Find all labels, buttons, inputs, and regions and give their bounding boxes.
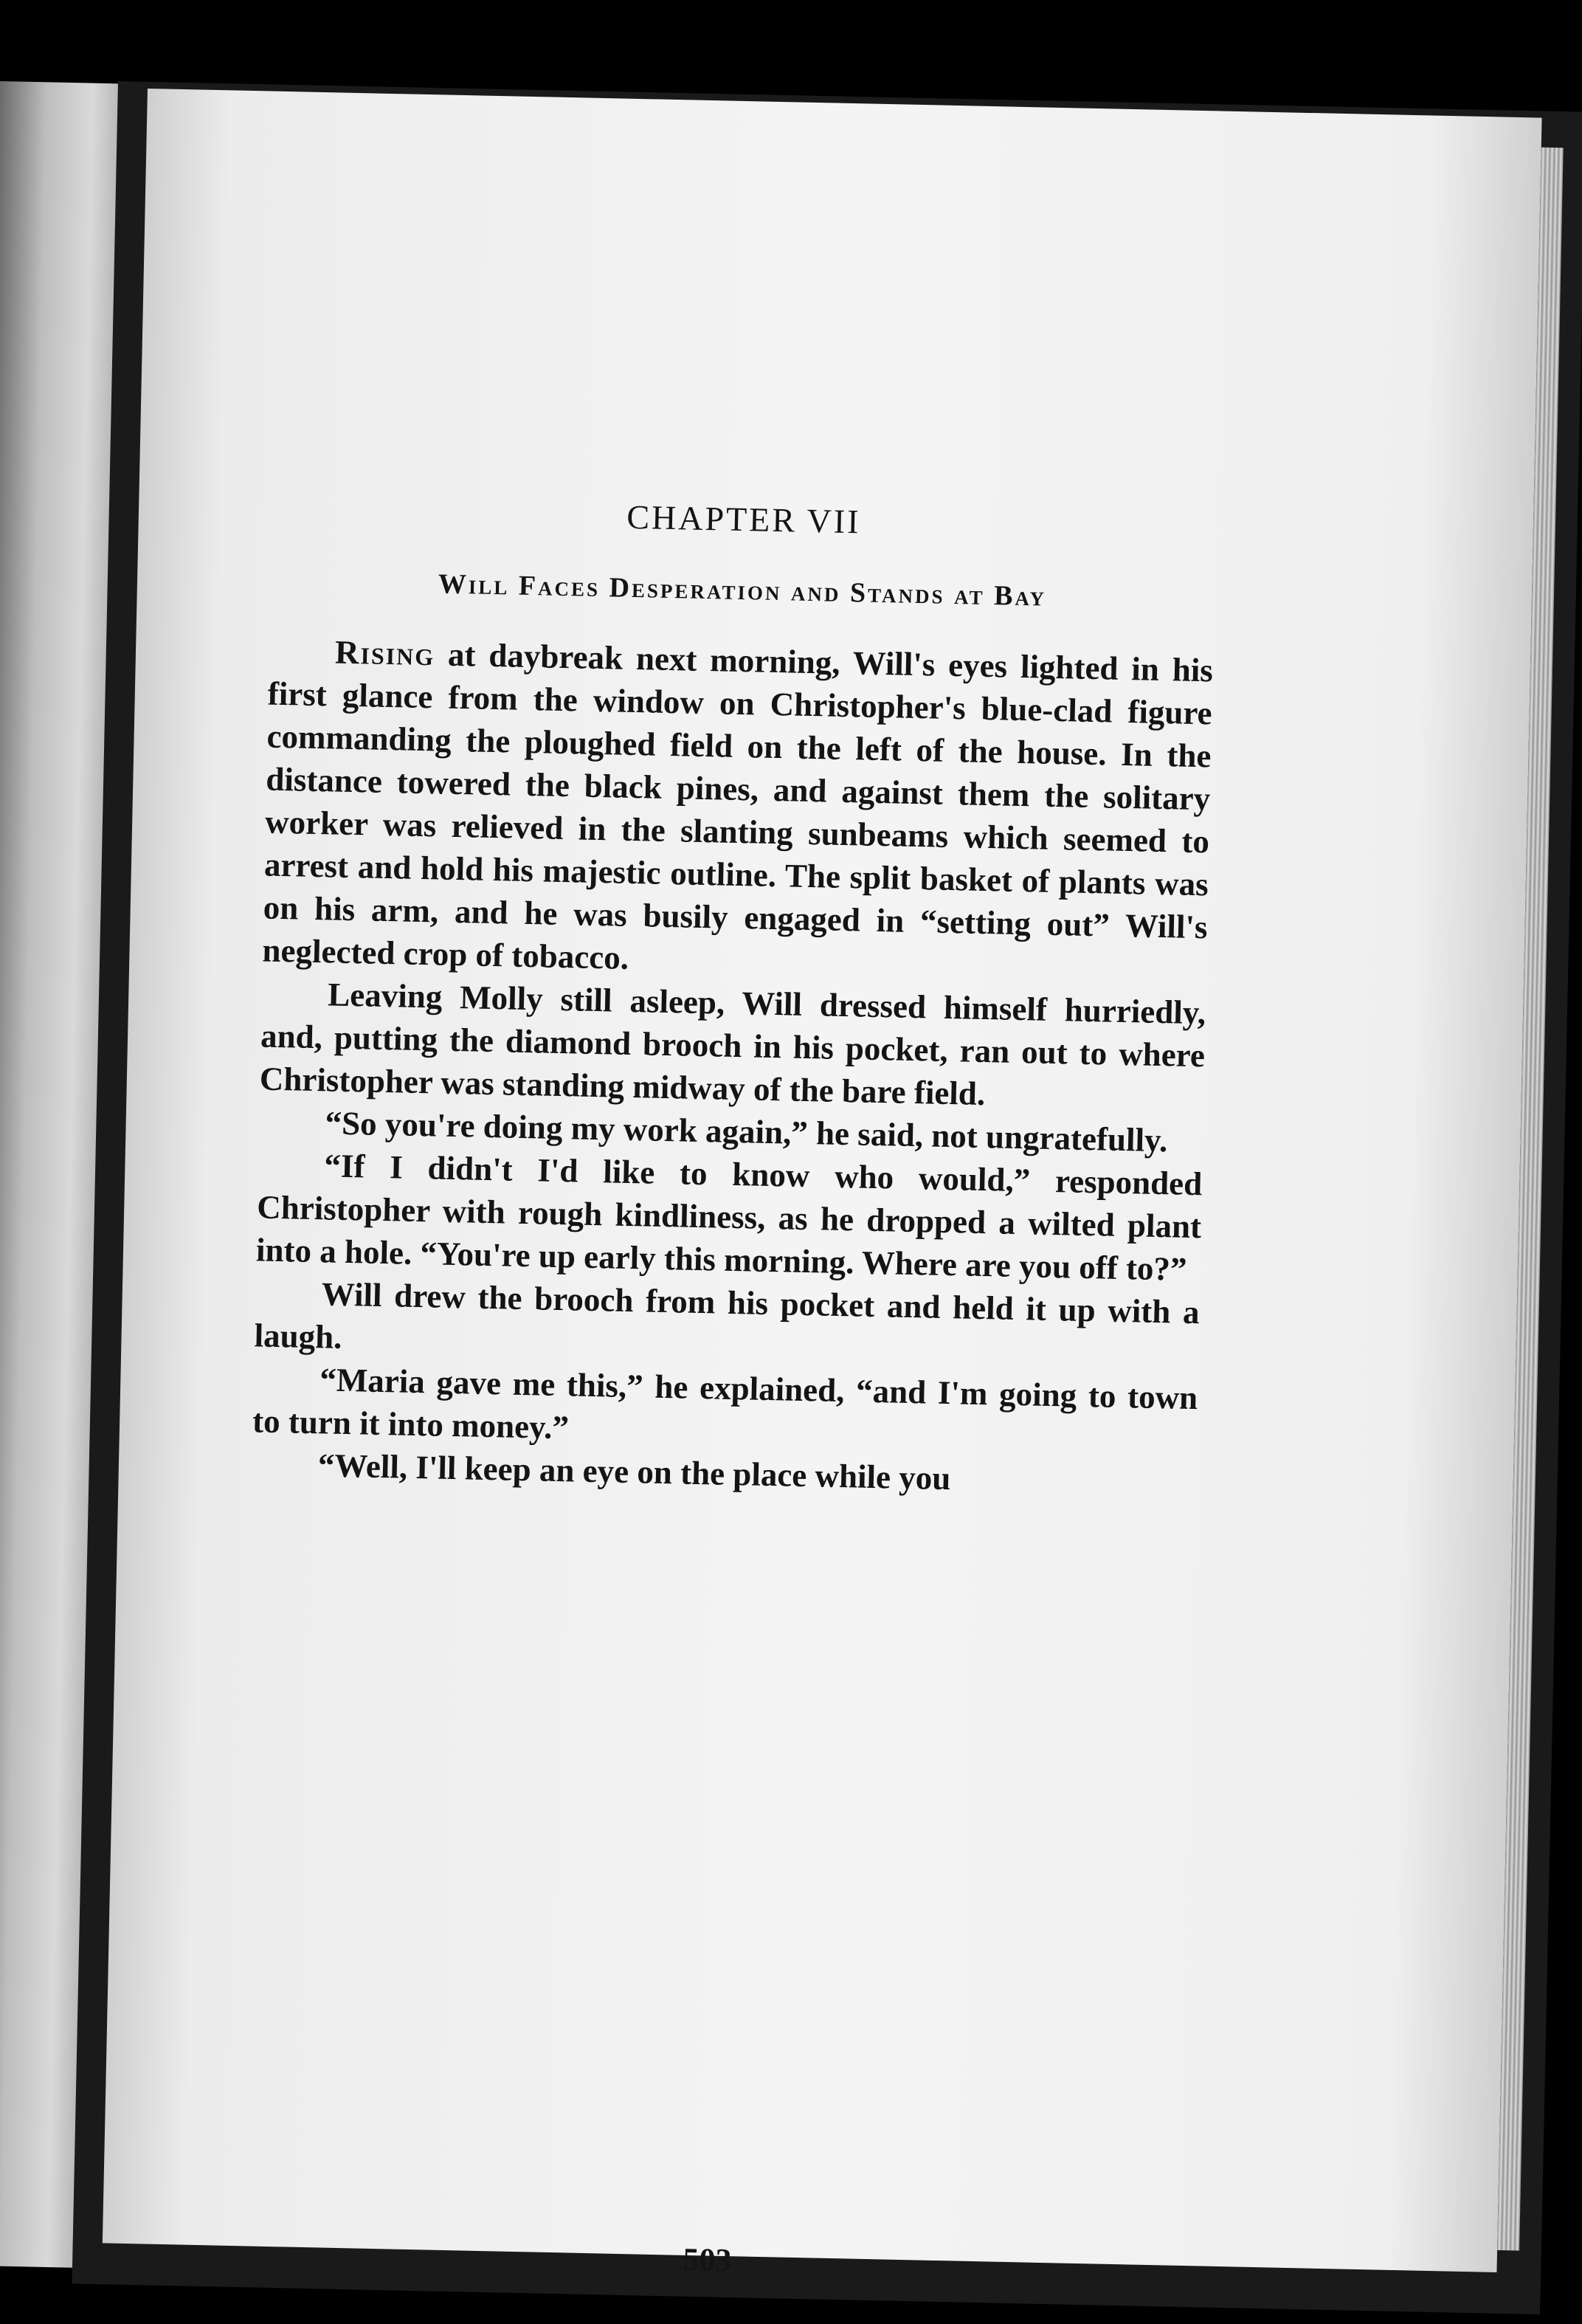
page-number: 503 (683, 2241, 733, 2279)
paragraph-text: at daybreak next morning, Will's eyes lighted in his first glance from the window on Christopher's blue-clad figure commanding the ploughed field on the left of the house. In the distance towered the black pines, and against them the solitary worker was relieved in the slanting sunbeams which seemed to arrest and hold his majestic outline. The split basket of plants was on his arm, and he was busily engaged in “setting out” Will's neglected crop of tobacco. (262, 635, 1214, 976)
paragraph-5: Will drew the brooch from his pocket and held it up with a laugh. (254, 1275, 1201, 1356)
book-page (103, 89, 1542, 2279)
paragraph-1 (262, 630, 1213, 992)
chapter-title: CHAPTER VII (626, 497, 862, 541)
page-content (251, 490, 1216, 2279)
paragraph-2: Leaving Molly still asleep, Will dressed himself hurriedly, and, putting the diamond brooch in his pocket, ran out to where Christopher was standing midway of the bare field. (259, 976, 1206, 1113)
paragraph-4: “If I didn't I'd like to know who would,” responded Christopher with rough kindliness, as he dropped a wilted plant into a hole. “You're up early this morning. Where are you off to?” (255, 1147, 1203, 1288)
paragraph-lead-word: Rising (334, 633, 435, 673)
paragraph-3: “So you're doing my work again,” he said, not ungratefully. (325, 1104, 1168, 1159)
paragraph-6: “Maria gave me this,” he explained, “and I'm going to town to turn it into money.” (252, 1361, 1198, 1447)
chapter-subtitle: Will Faces Desperation and Stands at Bay (438, 568, 1047, 613)
paragraph-7: “Well, I'll keep an eye on the place while you (317, 1447, 951, 1497)
